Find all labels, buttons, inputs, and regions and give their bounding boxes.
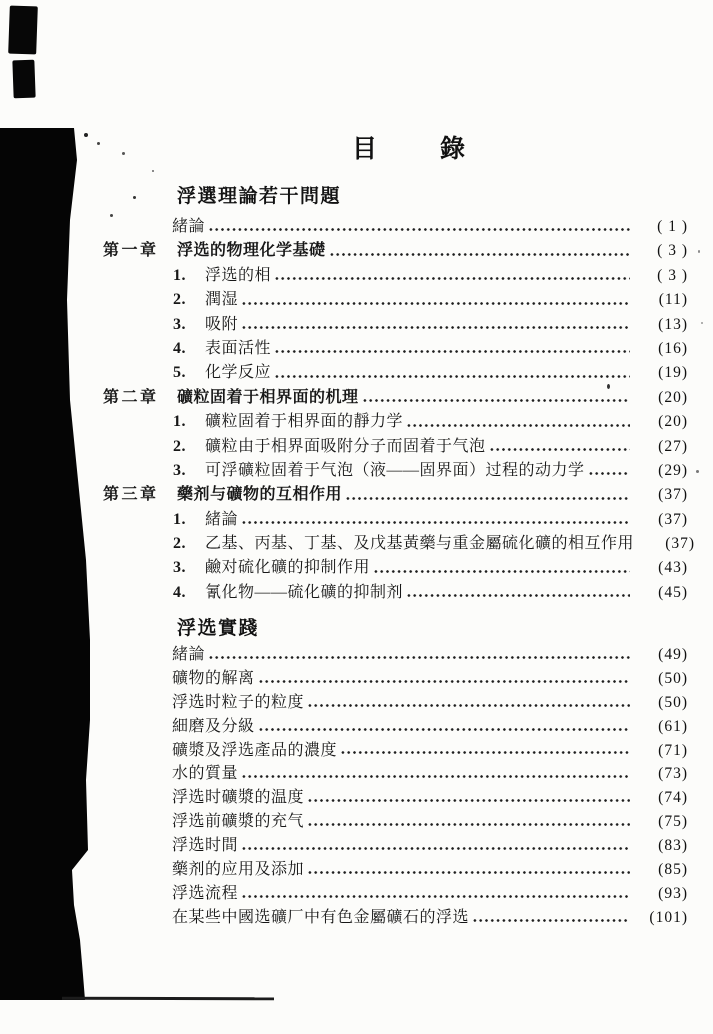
toc-entry xyxy=(103,262,688,286)
dot-leader xyxy=(588,471,630,476)
page-number: (43) xyxy=(658,559,688,577)
toc-list-practice xyxy=(103,641,688,928)
toc-entry xyxy=(103,359,688,383)
dot-leader xyxy=(274,374,630,379)
section-heading-practice: 浮选實踐 xyxy=(177,618,260,639)
page-number: (61) xyxy=(658,717,688,735)
page-number: ( 3 ) xyxy=(657,266,688,284)
toc-entry xyxy=(103,506,688,530)
scan-speck xyxy=(133,196,136,199)
entry-title: 藥剂的应用及添加 xyxy=(172,861,305,879)
scan-speck xyxy=(701,322,703,324)
dot-leader xyxy=(208,227,630,232)
toc-entry xyxy=(103,213,688,237)
toc-entry xyxy=(103,665,688,689)
toc-entry xyxy=(103,880,688,904)
scan-ink-blot xyxy=(0,126,94,1002)
toc-entry xyxy=(103,713,688,737)
toc-entry xyxy=(103,433,688,457)
dot-leader xyxy=(241,846,630,851)
section-heading-theory: 浮選理論若干問題 xyxy=(177,186,342,207)
toc-entry xyxy=(103,760,688,784)
dot-leader xyxy=(406,593,630,598)
entry-title: 氰化物——硫化礦的抑制剂 xyxy=(205,583,404,601)
entry-title: 吸附 xyxy=(205,315,239,333)
scan-speck xyxy=(84,133,88,137)
toc-entry xyxy=(103,904,688,928)
toc-list-theory xyxy=(103,213,696,603)
dot-leader xyxy=(307,822,630,827)
entry-number: 1. xyxy=(173,413,186,431)
page-number: (101) xyxy=(649,908,688,926)
scan-mark xyxy=(8,6,38,55)
entry-title: 緒論 xyxy=(172,646,206,663)
toc-entry xyxy=(103,856,688,880)
dot-leader xyxy=(329,252,630,257)
dot-leader xyxy=(345,496,630,501)
page-number: (75) xyxy=(658,813,688,831)
entry-title: 藥剂与礦物的互相作用 xyxy=(177,486,343,504)
dot-leader xyxy=(307,870,630,875)
page-number: (29) xyxy=(658,461,688,479)
entry-title: 化学反应 xyxy=(205,364,272,382)
dot-leader xyxy=(373,569,630,574)
entry-title: 細磨及分級 xyxy=(172,717,255,735)
scan-speck xyxy=(696,470,699,473)
toc-entry xyxy=(103,689,688,713)
entry-number: 4. xyxy=(173,339,186,357)
scan-mark xyxy=(12,60,35,99)
entry-title: 浮选流程 xyxy=(172,884,239,902)
page-number: (73) xyxy=(658,765,688,783)
dot-leader xyxy=(472,918,630,923)
scan-speck xyxy=(122,152,125,155)
entry-title: 緒論 xyxy=(205,510,239,528)
entry-title: 浮选的相 xyxy=(205,266,272,284)
page-title xyxy=(352,129,466,165)
scan-speck xyxy=(152,170,154,172)
page-title-char: 錄 xyxy=(440,136,467,163)
entry-title: 緒論 xyxy=(172,218,206,235)
entry-title: 礦物的解离 xyxy=(172,669,255,687)
chapter-label: 第二章 xyxy=(103,388,159,406)
page-number: (13) xyxy=(658,315,688,333)
scan-speck xyxy=(97,142,100,145)
page-number: (83) xyxy=(658,837,688,855)
toc-entry xyxy=(103,408,688,432)
toc-entry xyxy=(103,808,688,832)
dot-leader xyxy=(241,520,630,525)
page-number: (37) xyxy=(658,510,688,528)
dot-leader xyxy=(258,679,630,684)
entry-title: 礦粒固着于相界面的靜力学 xyxy=(205,413,404,431)
entry-title: 可浮礦粒固着于气泡（液——固界面）过程的动力学 xyxy=(205,461,585,479)
page-number: (20) xyxy=(658,388,688,406)
toc-entry xyxy=(103,554,688,578)
dot-leader xyxy=(362,398,630,403)
page-number: (11) xyxy=(658,291,688,309)
chapter-label: 第一章 xyxy=(103,242,159,260)
toc-entry xyxy=(103,481,688,505)
scan-speck xyxy=(698,250,700,253)
entry-title: 浮选时間 xyxy=(172,837,239,855)
entry-number: 1. xyxy=(173,510,186,528)
dot-leader xyxy=(241,301,630,306)
page-number: (93) xyxy=(658,884,688,902)
dot-leader xyxy=(406,423,630,428)
toc-entry xyxy=(103,784,688,808)
entry-number: 3. xyxy=(173,315,186,333)
page-number: ( 3 ) xyxy=(657,242,688,260)
toc-entry xyxy=(103,832,688,856)
dot-leader xyxy=(489,447,630,452)
entry-number: 2. xyxy=(173,535,186,553)
toc-entry xyxy=(103,286,688,310)
page-number: (37) xyxy=(658,486,688,504)
entry-title: 礦粒固着于相界面的机理 xyxy=(177,388,359,406)
entry-number: 3. xyxy=(173,461,186,479)
entry-number: 2. xyxy=(173,437,186,455)
page-number: (19) xyxy=(658,364,688,382)
page-number: (45) xyxy=(658,583,688,601)
entry-title: 表面活性 xyxy=(205,339,272,357)
entry-number: 2. xyxy=(173,291,186,309)
entry-title: 浮选前礦漿的充气 xyxy=(172,813,305,831)
entry-number: 4. xyxy=(173,583,186,601)
entry-title: 礦粒由于相界面吸附分子而固着于气泡 xyxy=(205,437,486,455)
toc-entry xyxy=(103,384,688,408)
toc-entry xyxy=(103,641,688,665)
dot-leader xyxy=(241,774,630,779)
dot-leader xyxy=(241,325,630,330)
dot-leader xyxy=(307,798,630,803)
page-number: (49) xyxy=(658,646,688,663)
entry-number: 1. xyxy=(173,266,186,284)
entry-number: 3. xyxy=(173,559,186,577)
dot-leader xyxy=(274,349,630,354)
page-number: (71) xyxy=(658,741,688,759)
page-number: (27) xyxy=(658,437,688,455)
toc-entry xyxy=(103,457,688,481)
page-title-char: 目 xyxy=(352,136,379,163)
entry-title: 浮选时礦漿的温度 xyxy=(172,789,305,807)
dot-leader xyxy=(274,276,630,281)
page-number: (85) xyxy=(658,861,688,879)
entry-title: 水的質量 xyxy=(172,765,239,783)
page-number: (50) xyxy=(658,693,688,711)
dot-leader xyxy=(340,750,630,755)
page-number: ( 1 ) xyxy=(657,218,688,235)
scan-line xyxy=(62,997,274,1000)
toc-entry xyxy=(103,335,688,359)
toc-entry xyxy=(103,311,688,335)
entry-number: 5. xyxy=(173,364,186,382)
page-number: (50) xyxy=(658,669,688,687)
dot-leader xyxy=(258,727,630,732)
entry-title: 乙基、丙基、丁基、及戊基黃藥与重金屬硫化礦的相互作用 xyxy=(205,535,635,553)
entry-title: 浮选的物理化学基礎 xyxy=(177,242,326,260)
entry-title: 潤湿 xyxy=(205,291,239,309)
dot-leader xyxy=(307,703,630,708)
page-number: (20) xyxy=(658,413,688,431)
toc-entry xyxy=(103,530,696,554)
page-number: (16) xyxy=(658,339,688,357)
toc-entry xyxy=(103,579,688,603)
entry-title: 浮选时粒子的粒度 xyxy=(172,693,305,711)
entry-title: 在某些中國选礦厂中有色金屬礦石的浮选 xyxy=(172,908,470,926)
entry-title: 鹼对硫化礦的抑制作用 xyxy=(205,559,371,577)
dot-leader xyxy=(241,894,630,899)
entry-title: 礦漿及浮选產品的濃度 xyxy=(172,741,338,759)
toc-entry xyxy=(103,737,688,761)
chapter-label: 第三章 xyxy=(103,486,159,504)
toc-entry xyxy=(103,237,688,261)
dot-leader xyxy=(208,655,630,660)
page-number: (37) xyxy=(665,535,696,553)
page-number: (74) xyxy=(658,789,688,807)
